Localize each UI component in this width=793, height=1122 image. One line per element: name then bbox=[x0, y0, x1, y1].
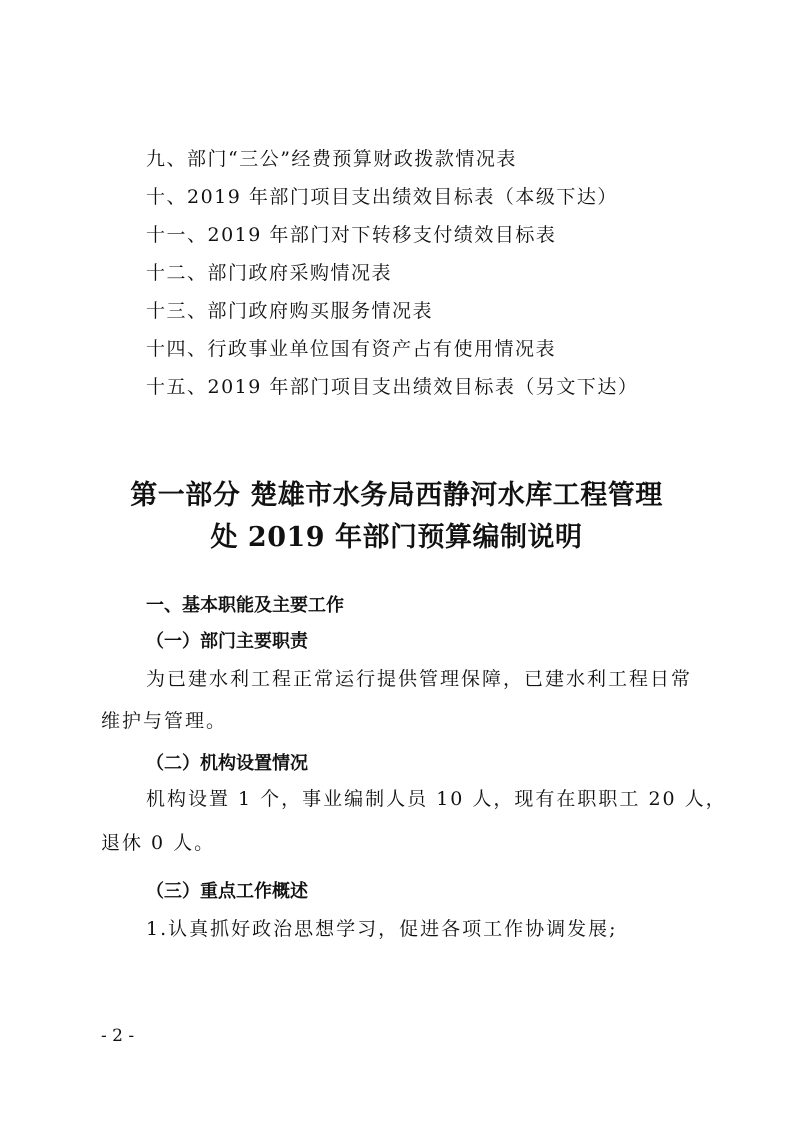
section-heading-functions: 一、基本职能及主要工作 bbox=[146, 595, 344, 616]
subheading-key-work: （三）重点工作概述 bbox=[146, 881, 308, 902]
toc-item-14: 十四、行政事业单位国有资产占有使用情况表 bbox=[146, 338, 557, 360]
duties-text-line1: 为已建水利工程正常运行提供管理保障，已建水利工程日常 bbox=[146, 668, 693, 690]
page-number: - 2 - bbox=[101, 1026, 135, 1046]
part-title-line1: 第一部分 楚雄市水务局西静河水库工程管理 bbox=[130, 480, 663, 511]
organization-text-line2: 退休 0 人。 bbox=[101, 832, 216, 854]
toc-item-12: 十二、部门政府采购情况表 bbox=[146, 262, 393, 284]
toc-item-11: 十一、2019 年部门对下转移支付绩效目标表 bbox=[146, 224, 557, 246]
toc-list bbox=[146, 140, 638, 406]
toc-item-10: 十、2019 年部门项目支出绩效目标表（本级下达） bbox=[146, 186, 618, 208]
key-work-item-1: 1.认真抓好政治思想学习，促进各项工作协调发展; bbox=[146, 918, 618, 940]
part-title-line2: 处 2019 年部门预算编制说明 bbox=[210, 522, 583, 553]
toc-item-9: 九、部门“三公”经费预算财政拨款情况表 bbox=[146, 148, 517, 170]
duties-text-line2: 维护与管理。 bbox=[101, 710, 228, 732]
toc-item-13: 十三、部门政府购买服务情况表 bbox=[146, 300, 434, 322]
subheading-main-duties: （一）部门主要职责 bbox=[146, 631, 308, 652]
toc-item-15: 十五、2019 年部门项目支出绩效目标表（另文下达） bbox=[146, 376, 639, 398]
subheading-organization: （二）机构设置情况 bbox=[146, 753, 308, 774]
organization-text-line1: 机构设置 1 个，事业编制人员 10 人，现有在职职工 20 人， bbox=[146, 788, 727, 810]
